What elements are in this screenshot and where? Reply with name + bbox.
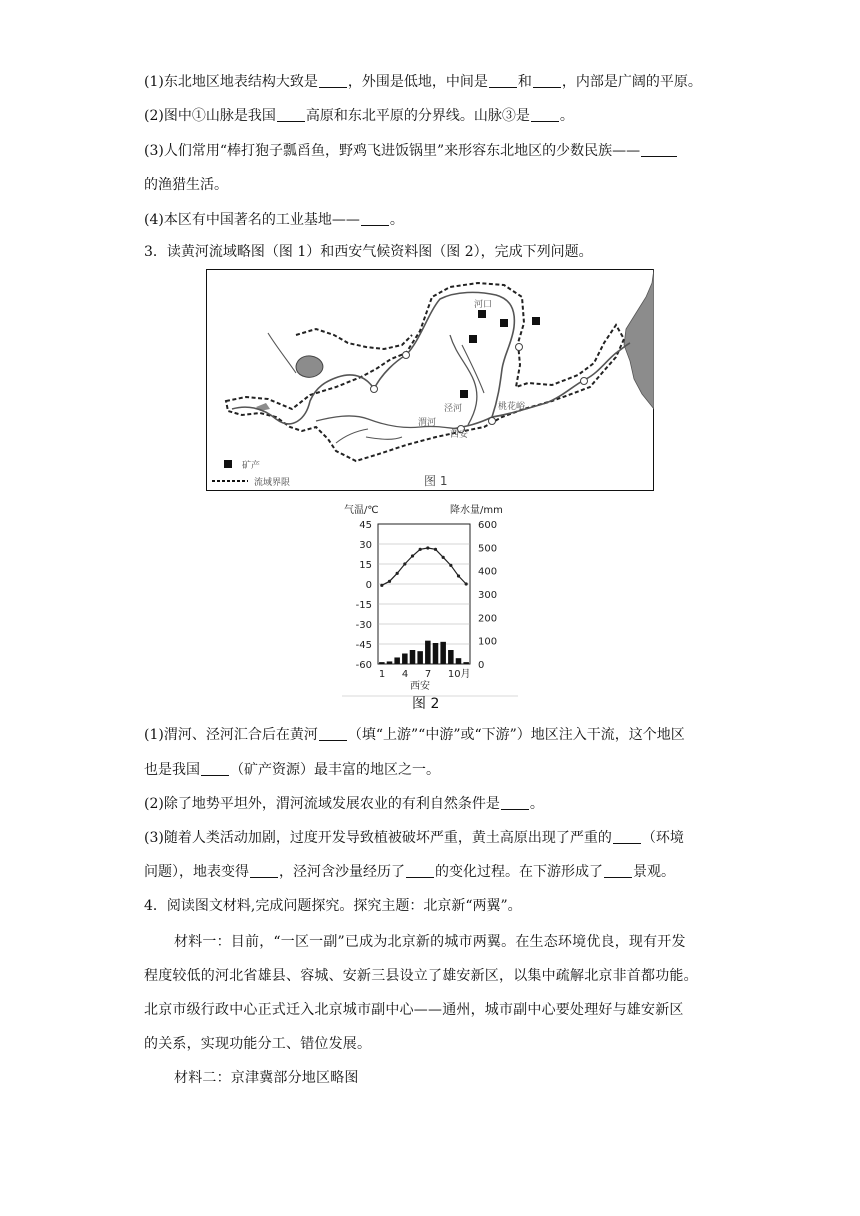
q3-item-2-text-b: 。 [529, 796, 544, 812]
q3-item-3-text-e: 的变化过程。在下游形成了 [435, 864, 603, 880]
q2-item-4 [144, 210, 404, 230]
q2-item-2 [144, 106, 574, 126]
q3-item-3-text-d: ，泾河含沙量经历了 [279, 864, 405, 880]
q2-item-1-text-a: (1)东北地区地表结构大致是 [144, 74, 318, 90]
chart-grid [378, 524, 470, 664]
x-tick-label: 1 [378, 669, 386, 680]
lake [296, 356, 323, 377]
label-hekou: 河口 [474, 300, 493, 310]
temp-point [403, 562, 406, 565]
q3-item-1-cont [144, 760, 440, 780]
legend-mineral-icon [224, 460, 232, 468]
q2-item-3-text-b: 的渔猎生活。 [144, 177, 228, 193]
temp-tick-label: 0 [365, 580, 372, 591]
precip-tick-label: 600 [478, 520, 498, 531]
legend-boundary-label: 流域界限 [254, 478, 291, 488]
q2-item-1 [144, 72, 702, 92]
answer-blank[interactable] [489, 73, 517, 88]
precip-bar [433, 643, 439, 664]
answer-blank[interactable] [201, 761, 229, 776]
temp-tick-label: -60 [355, 660, 372, 671]
precip-bar [417, 651, 423, 664]
city-marker [516, 344, 523, 351]
temp-point [457, 574, 460, 577]
temp-axis-title: 气温/℃ [344, 505, 379, 516]
temp-point [419, 548, 422, 551]
temp-point [426, 546, 429, 549]
q3-item-1-text-a: (1)渭河、泾河汇合后在黄河 [144, 727, 318, 743]
q2-item-4-text-a: (4)本区有中国著名的工业基地—— [144, 212, 360, 228]
q3-item-3-text-c: 问题），地表变得 [144, 864, 249, 880]
precip-tick-label: 400 [478, 566, 498, 578]
plot-frame [378, 524, 470, 664]
answer-blank[interactable] [361, 211, 389, 226]
precip-bar [387, 661, 393, 664]
precip-axis-title: 降水量/mm [450, 505, 503, 516]
city-marker [403, 352, 410, 359]
label-xian: 西安 [450, 430, 469, 440]
q2-item-4-text-b: 。 [389, 212, 404, 228]
temp-point [449, 564, 452, 567]
q2-item-2-text-b: 高原和东北平原的分界线。山脉③是 [305, 108, 530, 124]
mineral-marker [460, 390, 468, 398]
q3-item-1-text-d: （矿产资源）最丰富的地区之一。 [230, 762, 440, 778]
temp-tick-label: -30 [355, 620, 372, 631]
precip-bar [379, 662, 385, 664]
q3-item-1-text-b: （填“上游”“中游”或“下游”）地区注入干流，这个地区 [347, 727, 685, 743]
q4-material-1-line-2: 程度较低的河北省雄县、容城、安新三县设立了雄安新区，以集中疏解北京非首都功能。 [144, 968, 698, 984]
q2-item-2-text-c: 。 [559, 108, 574, 124]
q3-item-1-text-c: 也是我国 [144, 762, 200, 778]
answer-blank[interactable] [319, 726, 347, 741]
q3-item-2-text-a: (2)除了地势平坦外，渭河流域发展农业的有利自然条件是 [144, 796, 500, 812]
q2-item-3-cont [144, 175, 228, 195]
label-weihe: 渭河 [418, 418, 437, 428]
q3-item-3-cont [144, 862, 675, 882]
answer-blank[interactable] [277, 107, 305, 122]
map-caption: 图 1 [424, 474, 448, 488]
answer-blank[interactable] [250, 863, 278, 878]
mineral-marker [500, 319, 508, 327]
answer-blank[interactable] [501, 795, 529, 810]
q3-item-3-text-f: 景观。 [633, 864, 675, 880]
answer-blank[interactable] [613, 829, 641, 844]
temp-point [465, 582, 468, 585]
temp-point [396, 572, 399, 575]
q2-item-3 [144, 141, 678, 161]
q3-item-2 [144, 794, 544, 814]
q2-item-1-text-c: 和 [517, 74, 532, 90]
q2-item-1-text-b: ，外围是低地，中间是 [347, 74, 488, 90]
temp-tick-label: -45 [355, 640, 372, 651]
temp-point [442, 556, 445, 559]
mineral-marker [478, 310, 486, 318]
x-tick-label: 10月 [447, 669, 471, 680]
q4-material-1-line-1: 材料一：目前，“一区一副”已成为北京新的城市两翼。在生态环境优良，现有开发 [174, 934, 686, 950]
city-marker [371, 386, 378, 393]
precip-bar [440, 642, 446, 664]
legend-mineral-label: 矿产 [242, 461, 261, 471]
precip-bar [425, 641, 431, 664]
label-jinghe: 泾河 [444, 404, 463, 414]
answer-blank[interactable] [531, 107, 559, 122]
precip-bar [410, 650, 416, 664]
temp-line [380, 546, 468, 587]
q4-material-1-line-3: 北京市级行政中心正式迁入北京城市副中心——通州，城市副中心要处理好与雄安新区 [144, 1002, 684, 1018]
mineral-marker [469, 335, 477, 343]
q2-item-3-text-a: (3)人们常用“棒打狍子瓢舀鱼，野鸡飞进饭锅里”来形容东北地区的少数民族—— [144, 143, 641, 159]
temp-tick-label: 45 [359, 520, 372, 531]
q4-title: 4．阅读图文材料,完成问题探究。探究主题：北京新“两翼”。 [144, 898, 522, 914]
precip-bar [394, 657, 400, 664]
xian-climate-chart [340, 500, 520, 710]
mineral-marker [532, 317, 540, 325]
answer-blank[interactable] [604, 863, 632, 878]
temp-point [388, 580, 391, 583]
q2-item-2-text-a: (2)图中①山脉是我国 [144, 108, 276, 124]
precip-tick-label: 500 [478, 543, 498, 555]
q3-title: 3．读黄河流域略图（图 1）和西安气候资料图（图 2），完成下列问题。 [144, 244, 593, 260]
answer-blank[interactable] [641, 142, 677, 157]
answer-blank[interactable] [533, 73, 561, 88]
precip-tick-label: 200 [478, 613, 498, 625]
yellow-river-basin-map [206, 269, 654, 491]
precip-bar [402, 654, 408, 665]
temp-series-line [382, 548, 466, 585]
q2-item-1-text-d: ，内部是广阔的平原。 [561, 74, 702, 90]
answer-blank[interactable] [319, 73, 347, 88]
precip-tick-label: 300 [478, 590, 498, 601]
q3-item-3-text-b: （环境 [641, 830, 684, 846]
q4-material-1-line-4: 的关系，实现功能分工、错位发展。 [144, 1036, 372, 1052]
temp-point [434, 548, 437, 551]
temp-tick-label: 15 [359, 560, 372, 571]
precip-tick-label: 100 [478, 636, 498, 648]
taohuayu-marker [489, 418, 496, 425]
city-marker [581, 378, 588, 385]
precip-bar [463, 662, 469, 664]
q3-item-3-text-a: (3)随着人类活动加剧，过度开发导致植被破坏严重，黄土高原出现了严重的 [144, 830, 612, 846]
precip-bar [456, 658, 462, 664]
temp-tick-label: -15 [355, 600, 372, 611]
precip-bar [448, 650, 454, 664]
label-taohuayu: 桃花峪 [498, 402, 526, 412]
q3-item-3 [144, 828, 684, 848]
q3-item-1 [144, 725, 685, 745]
chart-xlabel: 西安 [410, 681, 430, 692]
temp-tick-label: 30 [359, 540, 372, 551]
x-tick-label: 4 [401, 669, 409, 680]
answer-blank[interactable] [406, 863, 434, 878]
temp-point [411, 554, 414, 557]
q4-material-2: 材料二：京津冀部分地区略图 [174, 1070, 359, 1086]
precip-tick-label: 0 [478, 660, 485, 671]
chart-caption: 图 2 [412, 696, 440, 710]
x-tick-label: 7 [424, 669, 432, 680]
temp-point [380, 584, 383, 587]
